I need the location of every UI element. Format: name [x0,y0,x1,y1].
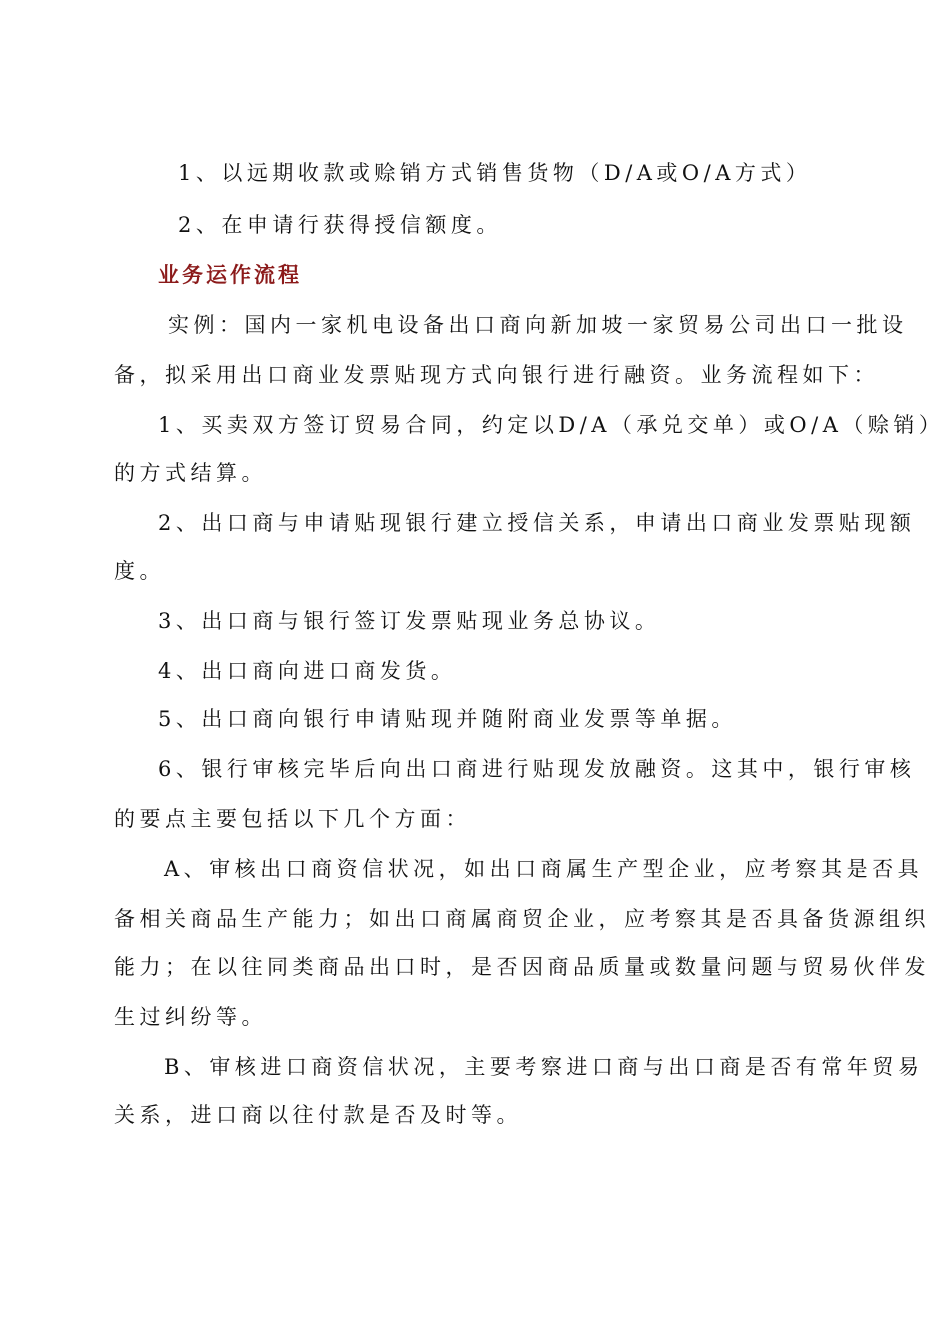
step-1-line-2: 的方式结算。 [114,461,267,485]
point-a-line-2: 备相关商品生产能力；如出口商属商贸企业，应考察其是否具备货源组织 [114,907,930,931]
step-4: 4、出口商向进口商发货。 [158,659,457,683]
condition-2: 2、在申请行获得授信额度。 [178,213,502,237]
section-heading: 业务运作流程 [158,262,302,287]
condition-1: 1、以远期收款或赊销方式销售货物（D/A或O/A方式） [178,161,812,185]
step-6-line-1: 6、银行审核完毕后向出口商进行贴现发放融资。这其中，银行审核 [158,757,916,781]
point-b-line-1: B、审核进口商资信状况，主要考察进口商与出口商是否有常年贸易 [164,1055,924,1079]
example-line-2: 备，拟采用出口商业发票贴现方式向银行进行融资。业务流程如下： [114,363,879,387]
point-a-line-4: 生过纠纷等。 [114,1005,267,1029]
step-6-line-2: 的要点主要包括以下几个方面： [114,807,471,831]
example-line-1: 实例：国内一家机电设备出口商向新加坡一家贸易公司出口一批设 [168,313,908,337]
step-5: 5、出口商向银行申请贴现并随附商业发票等单据。 [158,707,737,731]
point-a-line-1: A、审核出口商资信状况，如出口商属生产型企业，应考察其是否具 [164,857,924,881]
step-2-line-1: 2、出口商与申请贴现银行建立授信关系，申请出口商业发票贴现额 [158,511,916,535]
step-2-line-2: 度。 [114,559,165,583]
point-a-line-3: 能力；在以往同类商品出口时，是否因商品质量或数量问题与贸易伙伴发 [114,955,930,979]
step-3: 3、出口商与银行签订发票贴现业务总协议。 [158,609,661,633]
step-1-line-1: 1、买卖双方签订贸易合同，约定以D/A（承兑交单）或O/A（赊销） [158,413,945,437]
point-b-line-2: 关系，进口商以往付款是否及时等。 [114,1103,522,1127]
